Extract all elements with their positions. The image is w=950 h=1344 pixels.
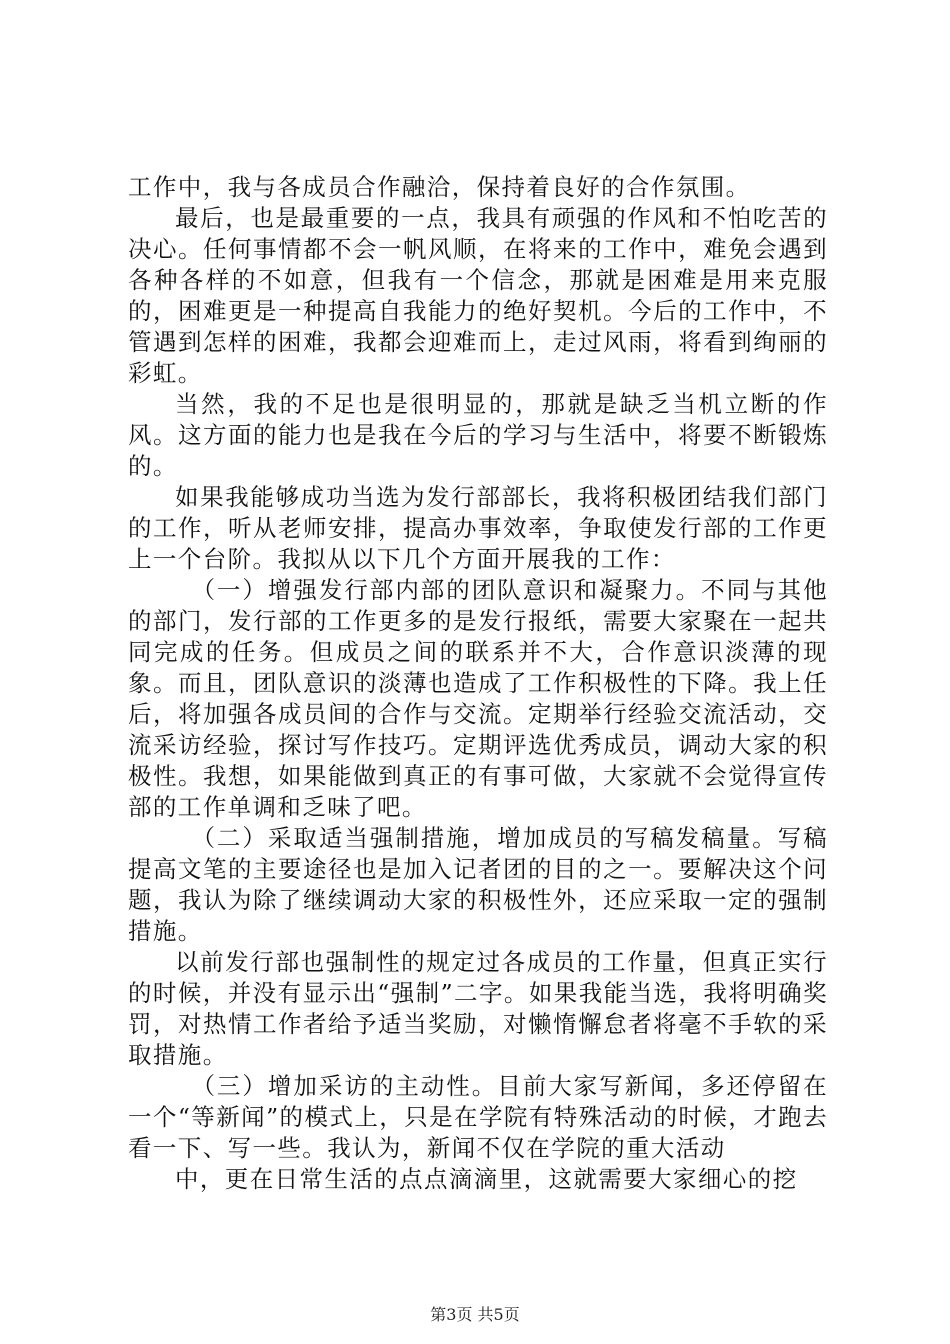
paragraph-8: （三）增加采访的主动性。目前大家写新闻，多还停留在一个“等新闻”的模式上，只是在学院有特殊活动的时候，才跑去看一下、写一些。我认为，新闻不仅在学院的重大活动: [128, 1072, 828, 1162]
paragraph-4: 如果我能够成功当选为发行部部长，我将积极团结我们部门的工作，听从老师安排，提高办事效率，争取使发行部的工作更上一个台阶。我拟从以下几个方面开展我的工作：: [128, 483, 828, 573]
document-body: [128, 172, 828, 1195]
page-footer: [0, 1302, 950, 1325]
paragraph-7: 以前发行部也强制性的规定过各成员的工作量，但真正实行的时候，并没有显示出“强制”二字。如果我能当选，我将明确奖罚，对热情工作者给予适当奖励，对懒惰懈怠者将毫不手软的采取措施。: [128, 948, 828, 1069]
paragraph-5: （一）增强发行部内部的团队意识和凝聚力。不同与其他的部门，发行部的工作更多的是发行报纸，需要大家聚在一起共同完成的任务。但成员之间的联系并不大，合作意识淡薄的现象。而且，团队意识的淡薄也造成了工作积极性的下降。我上任后，将加强各成员间的合作与交流。定期举行经验交流活动，交流采访经验，探讨写作技巧。定期评选优秀成员，调动大家的积极性。我想，如果能做到真正的有事可做，大家就不会觉得宣传部的工作单调和乏味了吧。: [128, 576, 828, 821]
paragraph-3: 当然，我的不足也是很明显的，那就是缺乏当机立断的作风。这方面的能力也是我在今后的学习与生活中，将要不断锻炼的。: [128, 390, 828, 480]
paragraph-1: 工作中，我与各成员合作融洽，保持着良好的合作氛围。: [128, 173, 751, 201]
paragraph-6: （二）采取适当强制措施，增加成员的写稿发稿量。写稿提高文笔的主要途径也是加入记者团的目的之一。要解决这个问题，我认为除了继续调动大家的积极性外，还应采取一定的强制措施。: [128, 824, 828, 945]
paragraph-9: 中，更在日常生活的点点滴滴里，这就需要大家细心的挖: [175, 1165, 798, 1193]
page-number-label: 第3页 共5页: [430, 1305, 520, 1324]
paragraph-2: 最后，也是最重要的一点，我具有顽强的作风和不怕吃苦的决心。任何事情都不会一帆风顺，在将来的工作中，难免会遇到各种各样的不如意，但我有一个信念，那就是困难是用来克服的，困难更是一种提高自我能力的绝好契机。今后的工作中，不管遇到怎样的困难，我都会迎难而上，走过风雨，将看到绚丽的彩虹。: [128, 204, 828, 387]
